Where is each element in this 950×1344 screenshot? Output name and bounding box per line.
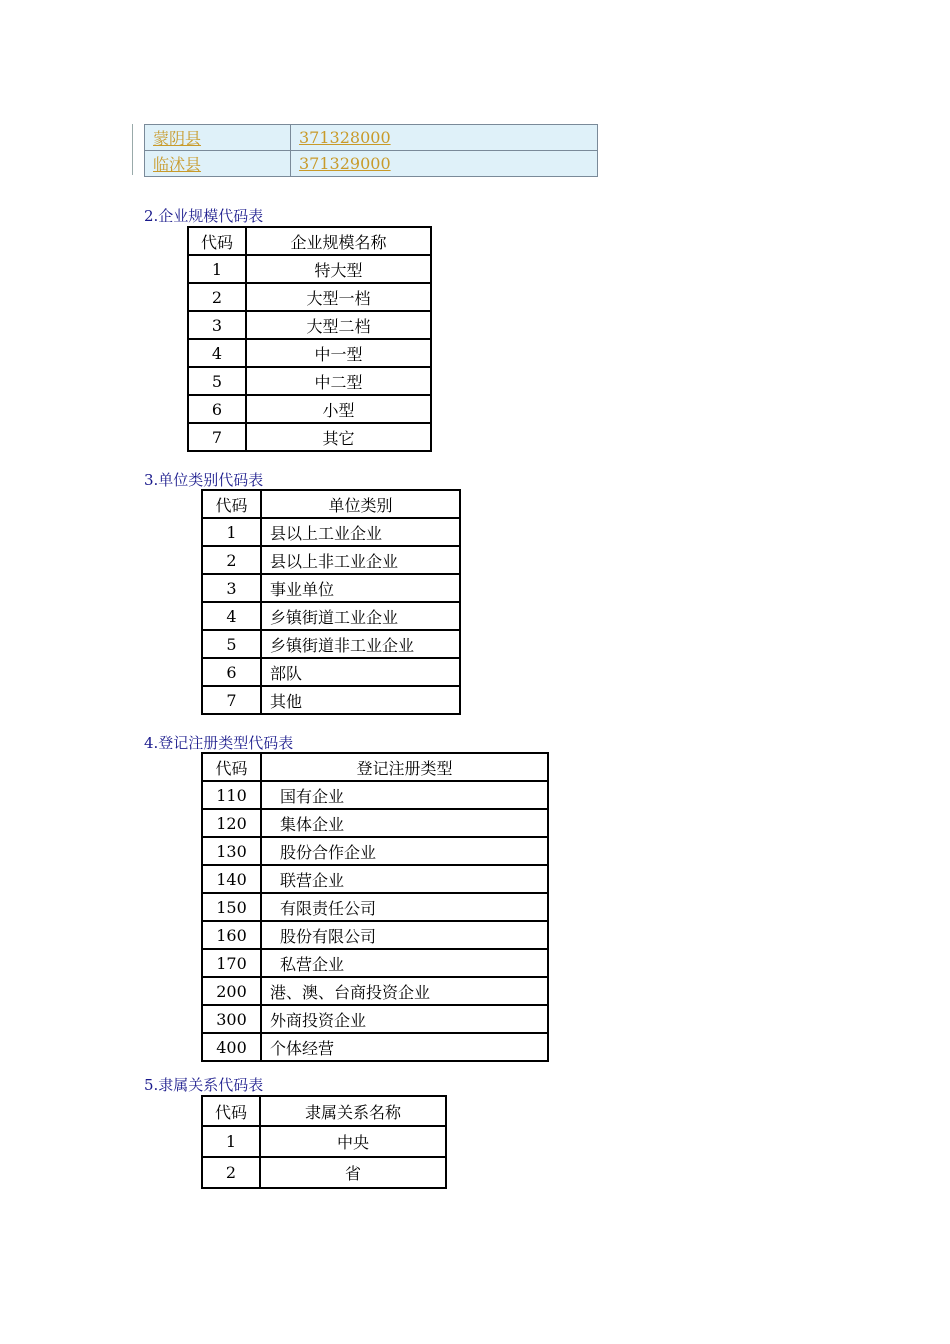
table-row (188, 283, 431, 311)
county-link-mengyin[interactable]: 蒙阴县 (153, 129, 202, 148)
section-heading-enterprise-scale: 2.企业规模代码表 (144, 207, 264, 225)
cell-name: 乡镇街道非工业企业 (261, 630, 460, 658)
header-code: 代码 (188, 227, 246, 255)
table-row (145, 125, 598, 151)
cell-name: 有限责任公司 (261, 893, 548, 921)
cell-name: 其它 (246, 423, 431, 451)
county-code-table (144, 124, 598, 177)
cell-name: 省 (260, 1157, 446, 1188)
cell-code: 3 (202, 574, 261, 602)
unit-category-table (201, 489, 461, 715)
cell-code: 120 (202, 809, 261, 837)
cell-name: 港、澳、台商投资企业 (261, 977, 548, 1005)
cell-code: 2 (202, 546, 261, 574)
cell-name: 乡镇街道工业企业 (261, 602, 460, 630)
table-row (202, 686, 460, 714)
cell-name: 外商投资企业 (261, 1005, 548, 1033)
table-row (202, 865, 548, 893)
table-row (202, 1005, 548, 1033)
cell-name: 私营企业 (261, 949, 548, 977)
cell-name: 县以上工业企业 (261, 518, 460, 546)
cell-name: 中二型 (246, 367, 431, 395)
table-header-row (202, 490, 460, 518)
header-code: 代码 (202, 490, 261, 518)
cell-code: 150 (202, 893, 261, 921)
section-heading-affiliation: 5.隶属关系代码表 (144, 1076, 264, 1094)
affiliation-table (201, 1095, 447, 1189)
cell-code: 110 (202, 781, 261, 809)
table-row (202, 977, 548, 1005)
table-row (188, 367, 431, 395)
table-header-row (202, 1096, 446, 1126)
cell-code: 160 (202, 921, 261, 949)
cell-code: 3 (188, 311, 246, 339)
cell-name: 部队 (261, 658, 460, 686)
cell-name: 集体企业 (261, 809, 548, 837)
cell-name: 事业单位 (261, 574, 460, 602)
header-code: 代码 (202, 1096, 260, 1126)
cell-code: 2 (202, 1157, 260, 1188)
cell-code: 5 (188, 367, 246, 395)
table-row (188, 423, 431, 451)
cell-code: 130 (202, 837, 261, 865)
cell-name: 特大型 (246, 255, 431, 283)
table-row (202, 546, 460, 574)
cell-code: 4 (188, 339, 246, 367)
table-row (202, 630, 460, 658)
table-row (202, 1157, 446, 1188)
section-heading-unit-category: 3.单位类别代码表 (144, 471, 264, 489)
header-name: 单位类别 (261, 490, 460, 518)
table-row (145, 151, 598, 177)
table-row (188, 339, 431, 367)
header-name: 隶属关系名称 (260, 1096, 446, 1126)
cell-code: 5 (202, 630, 261, 658)
cell-code: 4 (202, 602, 261, 630)
table-row (202, 837, 548, 865)
cell-name: 其他 (261, 686, 460, 714)
table-row (202, 893, 548, 921)
cell-name: 大型二档 (246, 311, 431, 339)
cell-name: 股份合作企业 (261, 837, 548, 865)
cell-code: 7 (202, 686, 261, 714)
county-code-link-linshu[interactable]: 371329000 (299, 154, 391, 173)
table-row (202, 658, 460, 686)
table-row (188, 255, 431, 283)
cell-code: 1 (202, 518, 261, 546)
table-row (202, 1126, 446, 1157)
table-row (202, 809, 548, 837)
table-row (202, 1033, 548, 1061)
cell-name: 小型 (246, 395, 431, 423)
county-link-linshu[interactable]: 临沭县 (153, 155, 202, 174)
left-margin-bar (132, 124, 133, 175)
enterprise-scale-table (187, 226, 432, 452)
cell-code: 2 (188, 283, 246, 311)
table-row (202, 518, 460, 546)
cell-name: 股份有限公司 (261, 921, 548, 949)
cell-code: 300 (202, 1005, 261, 1033)
cell-code: 170 (202, 949, 261, 977)
table-header-row (188, 227, 431, 255)
header-name: 企业规模名称 (246, 227, 431, 255)
cell-name: 中一型 (246, 339, 431, 367)
cell-name: 县以上非工业企业 (261, 546, 460, 574)
cell-code: 1 (202, 1126, 260, 1157)
cell-name: 个体经营 (261, 1033, 548, 1061)
section-heading-registration-type: 4.登记注册类型代码表 (144, 734, 294, 752)
table-row (202, 602, 460, 630)
cell-name: 联营企业 (261, 865, 548, 893)
table-row (188, 311, 431, 339)
cell-code: 6 (188, 395, 246, 423)
cell-name: 中央 (260, 1126, 446, 1157)
table-row (202, 921, 548, 949)
cell-code: 6 (202, 658, 261, 686)
cell-code: 200 (202, 977, 261, 1005)
table-row (202, 949, 548, 977)
table-row (202, 781, 548, 809)
table-header-row (202, 753, 548, 781)
cell-code: 1 (188, 255, 246, 283)
cell-name: 大型一档 (246, 283, 431, 311)
header-name: 登记注册类型 (261, 753, 548, 781)
county-code-link-mengyin[interactable]: 371328000 (299, 128, 391, 147)
cell-name: 国有企业 (261, 781, 548, 809)
cell-code: 400 (202, 1033, 261, 1061)
cell-code: 140 (202, 865, 261, 893)
registration-type-table (201, 752, 549, 1062)
table-row (202, 574, 460, 602)
cell-code: 7 (188, 423, 246, 451)
table-row (188, 395, 431, 423)
header-code: 代码 (202, 753, 261, 781)
